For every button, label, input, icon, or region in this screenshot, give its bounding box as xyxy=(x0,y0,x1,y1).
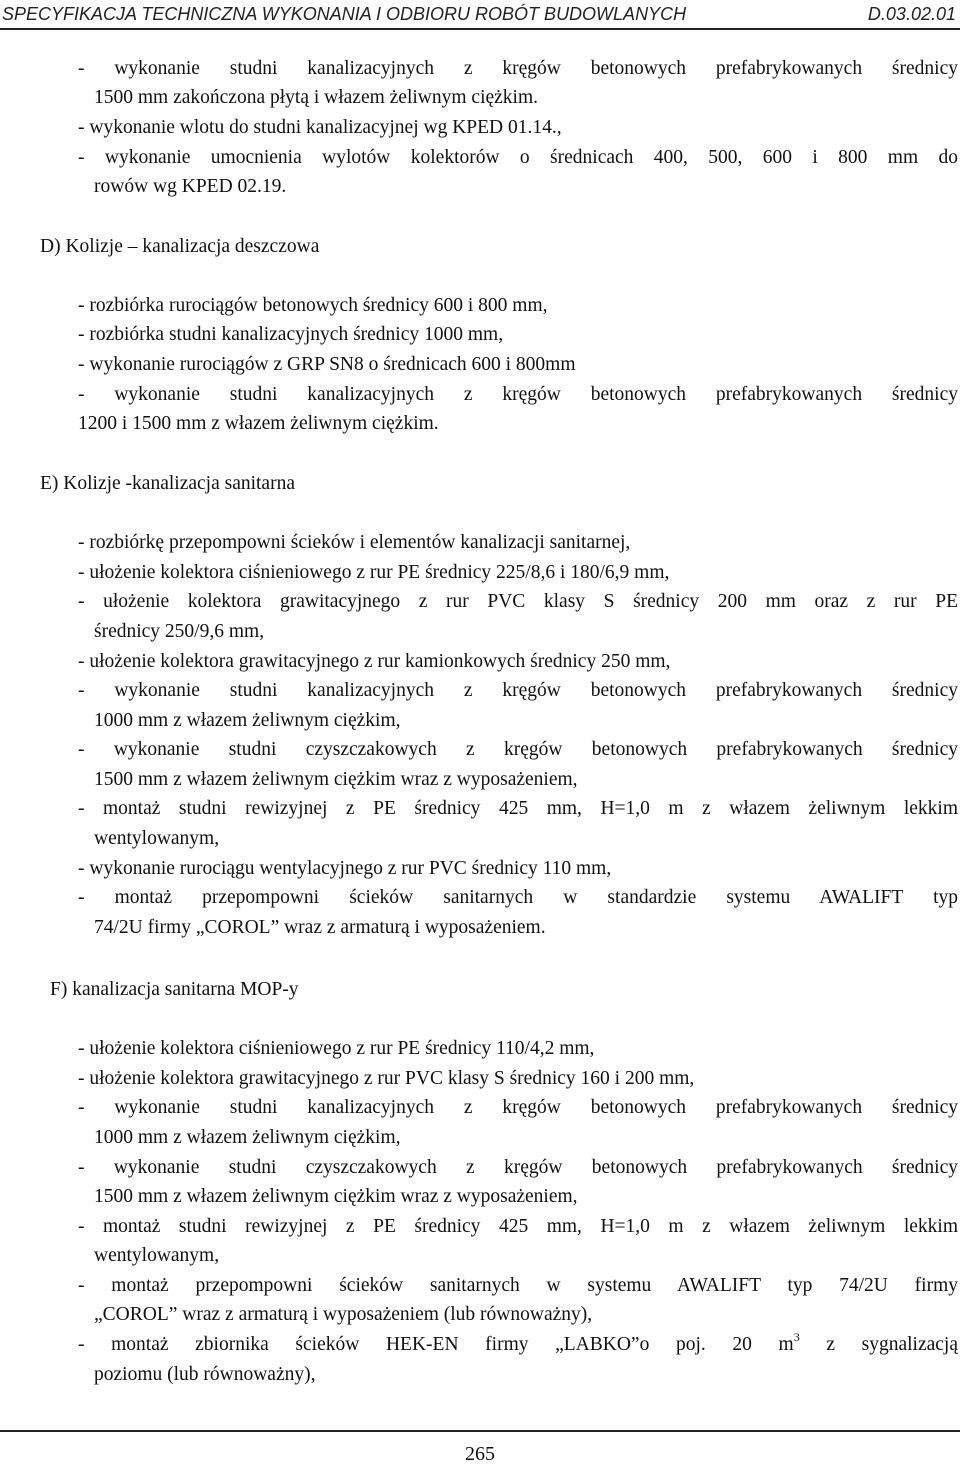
list-item: - montaż przepompowni ścieków sanitarnych w standardzie systemu AWALIFT typ xyxy=(78,887,958,908)
footer-divider xyxy=(0,1430,960,1432)
list-item: - rozbiórkę przepompowni ścieków i elementów kanalizacji sanitarnej, xyxy=(78,532,631,553)
list-item-continuation: „COROL” wraz z armaturą i wyposażeniem (lub równoważny), xyxy=(94,1304,593,1325)
list-item: - ułożenie kolektora grawitacyjnego z rur PVC klasy S średnicy 200 mm oraz z rur PE xyxy=(78,591,958,612)
list-item: - ułożenie kolektora grawitacyjnego z rur PVC klasy S średnicy 160 i 200 mm, xyxy=(78,1068,695,1089)
list-item: - wykonanie studni kanalizacyjnych z kręgów betonowych prefabrykowanych średnicy xyxy=(78,680,958,701)
list-item-continuation: 1500 mm zakończona płytą i włazem żeliwnym ciężkim. xyxy=(94,87,539,108)
list-item: - wykonanie rurociągów z GRP SN8 o średnicach 600 i 800mm xyxy=(78,354,576,375)
list-item-continuation: 1500 mm z włazem żeliwnym ciężkim wraz z wyposażeniem, xyxy=(94,1186,578,1207)
list-item: - wykonanie wlotu do studni kanalizacyjnej wg KPED 01.14., xyxy=(78,117,562,138)
list-item-continuation: wentylowanym, xyxy=(94,828,220,849)
list-item: - montaż przepompowni ścieków sanitarnych w systemu AWALIFT typ 74/2U firmy xyxy=(78,1275,958,1296)
list-item: - montaż studni rewizyjnej z PE średnicy 425 mm, H=1,0 m z włazem żeliwnym lekkim xyxy=(78,798,958,819)
list-item: - wykonanie studni kanalizacyjnych z kręgów betonowych prefabrykowanych średnicy xyxy=(78,384,958,405)
superscript: 3 xyxy=(793,1330,800,1344)
list-item-continuation: rowów wg KPED 02.19. xyxy=(94,176,287,197)
list-item: - montaż studni rewizyjnej z PE średnicy 425 mm, H=1,0 m z włazem żeliwnym lekkim xyxy=(78,1216,958,1237)
list-item: - ułożenie kolektora grawitacyjnego z rur kamionkowych średnicy 250 mm, xyxy=(78,651,671,672)
list-item: - rozbiórka rurociągów betonowych średnicy 600 i 800 mm, xyxy=(78,295,548,316)
list-item: - wykonanie studni kanalizacyjnych z kręgów betonowych prefabrykowanych średnicy xyxy=(78,1097,958,1118)
section-heading-e: E) Kolizje -kanalizacja sanitarna xyxy=(40,473,295,494)
list-item-continuation: 1000 mm z włazem żeliwnym ciężkim, xyxy=(94,710,401,731)
list-item: - wykonanie studni czyszczakowych z kręgów betonowych prefabrykowanych średnicy xyxy=(78,739,958,760)
list-item-continuation: 74/2U firmy „COROL” wraz z armaturą i wyposażeniem. xyxy=(94,917,546,938)
list-item-continuation: wentylowanym, xyxy=(94,1245,220,1266)
document-title: SPECYFIKACJA TECHNICZNA WYKONANIA I ODBIORU ROBÓT BUDOWLANYCH xyxy=(2,4,687,24)
list-item: - wykonanie rurociągu wentylacyjnego z rur PVC średnicy 110 mm, xyxy=(78,858,612,879)
list-item: - ułożenie kolektora ciśnieniowego z rur PE średnicy 225/8,6 i 180/6,9 mm, xyxy=(78,562,670,583)
section-heading-f: F) kanalizacja sanitarna MOP-y xyxy=(50,979,299,1000)
list-item-continuation: 1500 mm z włazem żeliwnym ciężkim wraz z wyposażeniem, xyxy=(94,769,578,790)
list-item-with-superscript xyxy=(78,1330,958,1357)
section-heading-d: D) Kolizje – kanalizacja deszczowa xyxy=(40,236,320,257)
page-number: 265 xyxy=(465,1443,495,1465)
list-item-text: - montaż zbiornika ścieków HEK-EN firmy „LABKO”o poj. 20 m xyxy=(78,1334,794,1355)
list-item-continuation: poziomu (lub równoważny), xyxy=(94,1364,316,1385)
document-code: D.03.02.01 xyxy=(867,4,956,24)
list-item: - rozbiórka studni kanalizacyjnych średnicy 1000 mm, xyxy=(78,324,504,345)
list-item-continuation: średnicy 250/9,6 mm, xyxy=(94,621,265,642)
list-item: - wykonanie studni kanalizacyjnych z kręgów betonowych prefabrykowanych średnicy xyxy=(78,58,958,79)
list-item: - ułożenie kolektora ciśnieniowego z rur PE średnicy 110/4,2 mm, xyxy=(78,1038,595,1059)
list-item: - wykonanie umocnienia wylotów kolektorów o średnicach 400, 500, 600 i 800 mm do xyxy=(78,147,958,168)
list-item: - wykonanie studni czyszczakowych z kręgów betonowych prefabrykowanych średnicy xyxy=(78,1157,958,1178)
list-item-continuation: 1200 i 1500 mm z włazem żeliwnym ciężkim. xyxy=(78,413,439,434)
list-item-text-end: z sygnalizacją xyxy=(799,1334,958,1355)
list-item-continuation: 1000 mm z włazem żeliwnym ciężkim, xyxy=(94,1127,401,1148)
